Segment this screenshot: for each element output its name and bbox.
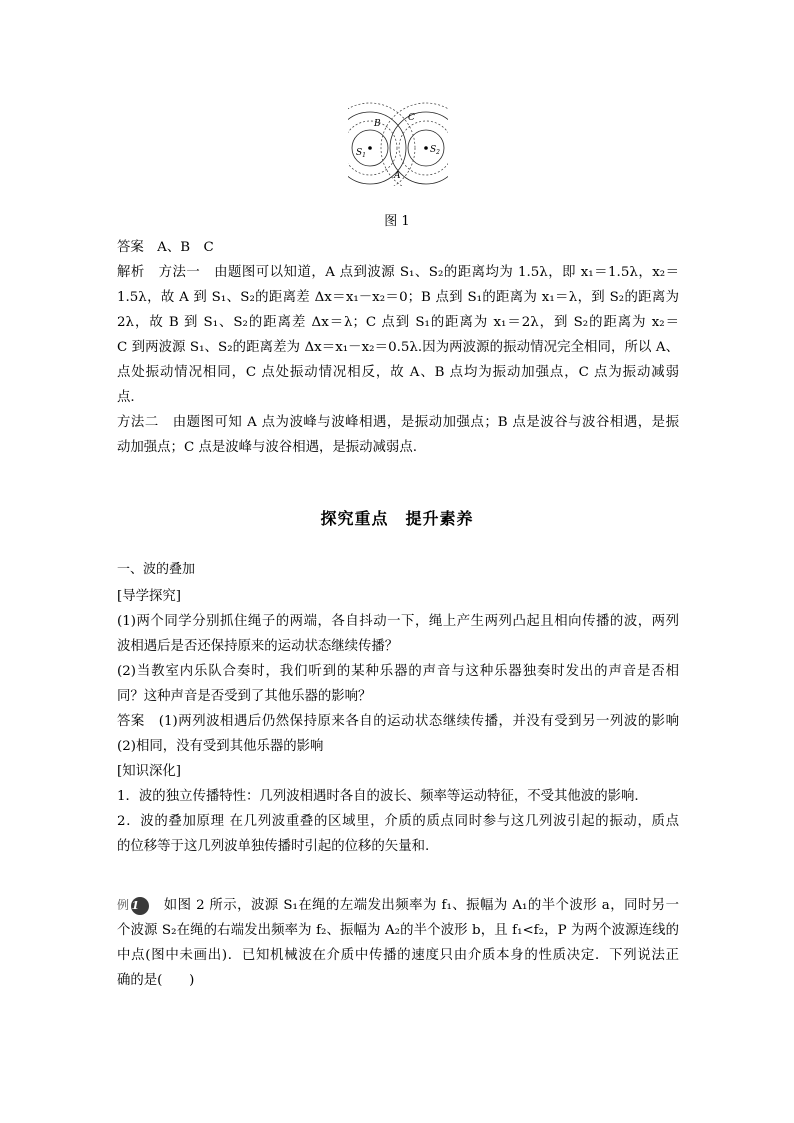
example-line: 确的是( ) [117, 973, 195, 988]
section-body [117, 557, 679, 859]
label-s2: $S_2$ [430, 145, 440, 156]
knowledge-line: 的位移等于这几列波单独传播时引起的位移的矢量和. [117, 839, 430, 854]
guide-line: 同？这种声音是否受到了其他乐器的影响？ [117, 689, 372, 704]
s2-dot [424, 146, 428, 150]
answer2-line: 答案 (1)两列波相遇后仍然保持原来各自的运动状态继续传播，并没有受到另一列波的影响 [117, 714, 679, 729]
analysis-line: 点. [117, 390, 135, 405]
example-line: 中点(图中未画出)．已知机械波在介质中传播的速度只由介质本身的性质决定．下列说法正 [117, 948, 679, 963]
method2-line: 方法二 由题图可知 A 点为波峰与波峰相遇，是振动加强点；B 点是波谷与波谷相遇，是振 [117, 415, 679, 430]
method2-line: 动加强点；C 点是波峰与波谷相遇，是振动减弱点. [117, 440, 417, 455]
analysis-line: C 到两波源 S₁、S₂的距离差为 Δx＝x₁－x₂＝0.5λ.因为两波源的振动情况完全相同，所以 A、 [117, 340, 679, 355]
analysis-line: 2λ，故 B 到 S₁、S₂的距离差 Δx＝λ；C 点到 S₁的距离为 x₁＝2λ，到 S₂的距离为 x₂＝ [117, 315, 679, 330]
answer-line: 答案 A、B C [117, 240, 214, 255]
knowledge-line: 2．波的叠加原理 在几列波重叠的区域里，介质的质点同时参与这几列波引起的振动，质点 [117, 814, 679, 829]
label-c: C [408, 113, 415, 123]
guide-line: (1)两个同学分别抓住绳子的两端，各自抖动一下，绳上产生两列凸起且相向传播的波，两列 [117, 614, 679, 629]
label-b: B [374, 119, 381, 129]
example-line [117, 893, 679, 918]
example-block [117, 893, 679, 993]
figure-caption: 图 1 [384, 214, 410, 229]
example-label: 例 [117, 898, 130, 912]
subsection-title: 一、波的叠加 [117, 562, 196, 577]
guide-line: (2)当教室内乐队合奏时，我们听到的某种乐器的声音与这种乐器独奏时发出的声音是否相 [117, 664, 679, 679]
guide-title: [导学探究] [117, 589, 182, 604]
example-number-badge: 1 [131, 897, 149, 915]
interference-figure [348, 96, 448, 192]
section-heading: 探究重点 提升素养 [320, 509, 474, 528]
analysis-line: 1.5λ，故 A 到 S₁、S₂的距离差 Δx＝x₁－x₂＝0；B 点到 S₁的距离为 x₁＝λ，到 S₂的距离为 [117, 290, 679, 305]
answer2-line: (2)相同，没有受到其他乐器的影响 [117, 739, 324, 754]
analysis-line: 点处振动情况相同，C 点处振动情况相反，故 A、B 点均为振动加强点，C 点为振动减弱 [117, 365, 679, 380]
label-s1: $S_1$ [356, 148, 366, 159]
knowledge-title: [知识深化] [117, 764, 182, 779]
label-a: A [394, 171, 401, 181]
example-line: 个波源 S₂在绳的右端发出频率为 f₂、振幅为 A₂的半个波形 b，且 f₁<f₂，P 为两个波源连线的 [117, 923, 679, 938]
s1-dot [368, 146, 372, 150]
analysis-line: 解析 方法一 由题图可以知道，A 点到波源 S₁、S₂的距离均为 1.5λ，即 x₁＝1.5λ，x₂＝ [117, 265, 679, 280]
analysis-block [117, 235, 679, 460]
example-text: 如图 2 所示，波源 S₁在绳的左端发出频率为 f₁、振幅为 A₁的半个波形 a，同时另一 [163, 898, 679, 913]
knowledge-line: 1．波的独立传播特性：几列波相遇时各自的波长、频率等运动特征，不受其他波的影响. [117, 789, 639, 804]
guide-line: 波相遇后是否还保持原来的运动状态继续传播？ [117, 639, 399, 654]
